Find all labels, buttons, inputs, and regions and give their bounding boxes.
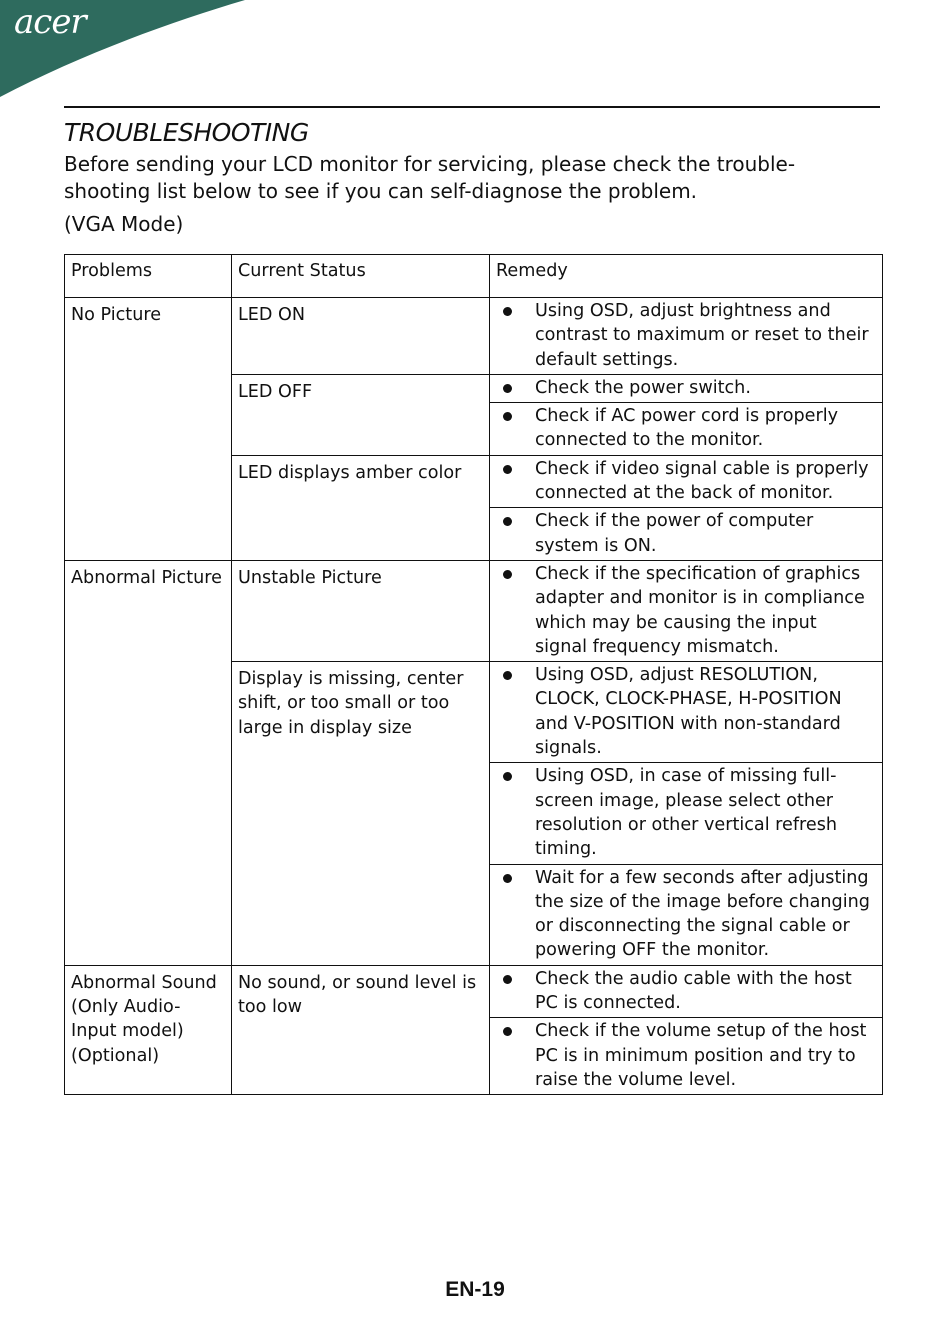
bullet-icon — [503, 874, 512, 883]
remedy-text: Check if the volume setup of the host PC is in minimum position and try to raise the volume level. — [535, 1021, 867, 1090]
header-remedy: Remedy — [490, 255, 883, 298]
brand-band — [0, 0, 250, 100]
remedy-cell — [490, 864, 883, 965]
table-row — [65, 298, 883, 375]
remedy-cell — [490, 298, 883, 375]
status-cell: Display is missing, center shift, or too small or too large in display size — [232, 662, 490, 966]
status-cell: No sound, or sound level is too low — [232, 965, 490, 1094]
bullet-icon — [503, 307, 512, 316]
remedy-text: Check if AC power cord is properly connected to the monitor. — [535, 406, 839, 451]
header-current-status: Current Status — [232, 255, 490, 298]
table-row — [65, 560, 883, 661]
header-problems: Problems — [65, 255, 232, 298]
remedy-cell — [490, 763, 883, 864]
bullet-icon — [503, 570, 512, 579]
status-cell: LED displays amber color — [232, 455, 490, 560]
remedy-cell — [490, 965, 883, 1018]
bullet-icon — [503, 412, 512, 421]
page-number: EN-19 — [445, 1278, 505, 1301]
remedy-cell — [490, 403, 883, 456]
status-cell: LED ON — [232, 298, 490, 375]
remedy-text: Using OSD, adjust RESOLUTION, CLOCK, CLOCK-PHASE, H-POSITION and V-POSITION with non-standard signals. — [535, 665, 842, 759]
status-cell: LED OFF — [232, 374, 490, 455]
remedy-text: Using OSD, in case of missing full-screen image, please select other resolution or other vertical refresh timing. — [535, 766, 838, 860]
table-header-row — [65, 255, 883, 298]
bullet-icon — [503, 671, 512, 680]
troubleshooting-table — [64, 254, 883, 1095]
remedy-text: Wait for a few seconds after adjusting the size of the image before changing or disconnecting the signal cable or powering OFF the monitor. — [535, 867, 870, 961]
mode-label: (VGA Mode) — [64, 212, 184, 236]
remedy-cell — [490, 455, 883, 508]
bullet-icon — [503, 384, 512, 393]
remedy-text: Check if the power of computer system is ON. — [535, 511, 814, 556]
remedy-cell — [490, 508, 883, 561]
remedy-text: Check the power switch. — [535, 377, 751, 398]
remedy-text: Check the audio cable with the host PC is connected. — [535, 968, 852, 1014]
problem-cell: Abnormal Picture — [65, 560, 232, 965]
remedy-cell — [490, 560, 883, 661]
page-title: TROUBLESHOOTING — [64, 118, 309, 147]
table-row — [65, 965, 883, 1018]
bullet-icon — [503, 772, 512, 781]
remedy-text: Check if the specification of graphics adapter and monitor is in compliance which may be causing the input signal frequency mismatch. — [535, 563, 865, 657]
remedy-cell — [490, 1018, 883, 1095]
bullet-icon — [503, 517, 512, 526]
bullet-icon — [503, 975, 512, 984]
remedy-text: Check if video signal cable is properly connected at the back of monitor. — [535, 458, 869, 504]
remedy-text: Using OSD, adjust brightness and contrast to maximum or reset to their default settings. — [535, 301, 869, 370]
acer-logo: acer — [14, 2, 86, 42]
status-cell: Unstable Picture — [232, 560, 490, 661]
bullet-icon — [503, 465, 512, 474]
header-rule — [64, 106, 880, 108]
bullet-icon — [503, 1027, 512, 1036]
problem-cell: Abnormal Sound (Only Audio-Input model) (Optional) — [65, 965, 232, 1094]
remedy-cell — [490, 374, 883, 402]
remedy-cell — [490, 662, 883, 763]
problem-cell: No Picture — [65, 298, 232, 561]
intro-paragraph: Before sending your LCD monitor for servicing, please check the trouble-shooting list below to see if you can self-diagnose the problem. — [64, 152, 796, 203]
